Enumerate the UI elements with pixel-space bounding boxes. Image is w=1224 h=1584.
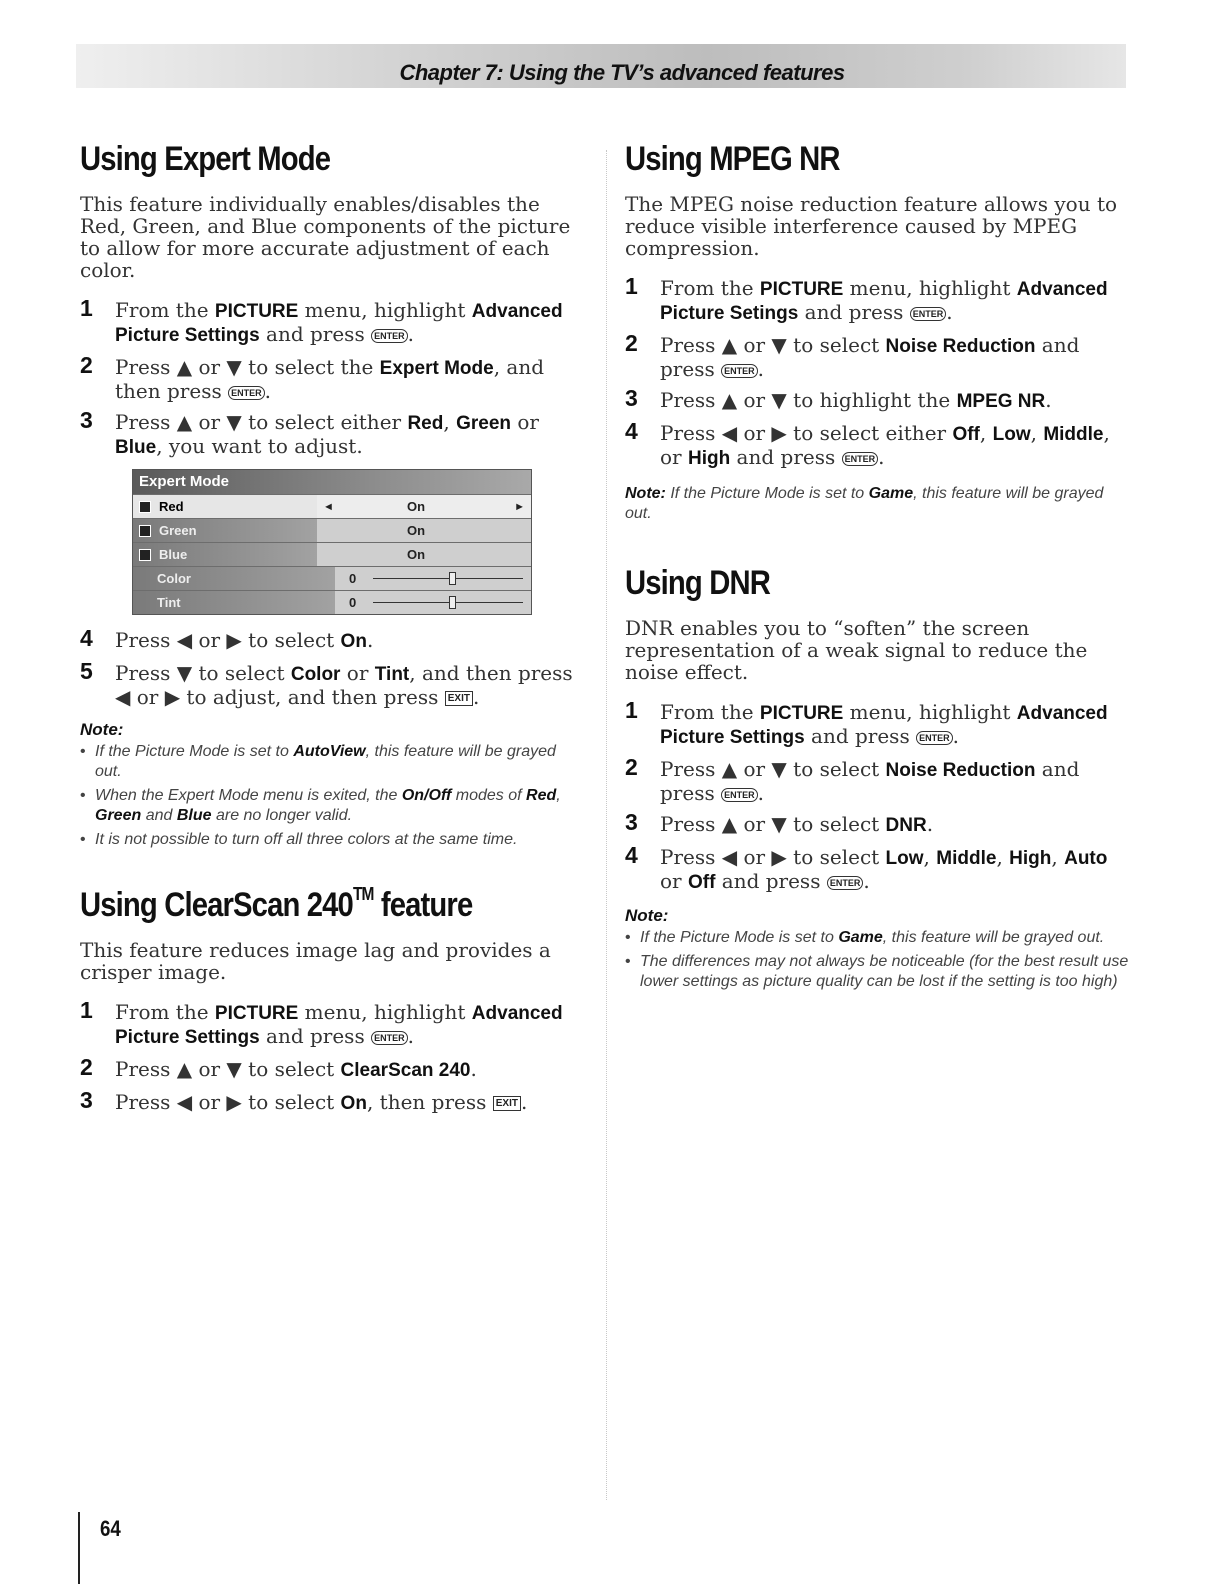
arrow-left-icon: ◄ — [323, 500, 334, 513]
expert-mode-steps — [80, 295, 585, 459]
dnr-steps — [625, 697, 1130, 894]
enter-button-icon: ENTER — [371, 1031, 408, 1045]
left-column — [80, 140, 585, 1124]
tint-slider[interactable] — [373, 602, 523, 603]
step: 3 Press ◀ or ▶ to select On, then press EXIT . — [80, 1087, 528, 1114]
step: 4 Press ◀ or ▶ to select Low, Middle, High, Auto or Off and press ENTER . — [625, 842, 1108, 893]
step: 2 Press ▲ or ▼ to select ClearScan 240. — [80, 1054, 477, 1081]
dnr-section — [625, 564, 1130, 992]
enter-button-icon: ENTER — [371, 329, 408, 343]
step: 2 Press ▲ or ▼ to select Noise Reduction and press ENTER . — [625, 754, 1080, 805]
clearscan-section — [80, 886, 585, 1115]
menu-title: Expert Mode — [133, 470, 531, 494]
step: 2 Press ▲ or ▼ to select the Expert Mode, and then press ENTER . — [80, 352, 545, 403]
note-item: • When the Expert Mode menu is exited, the On/Off modes of Red, Green and Blue are no longer valid. — [80, 786, 585, 826]
dnr-heading: Using DNR — [625, 564, 770, 602]
column-divider — [606, 150, 607, 1500]
enter-button-icon: ENTER — [842, 452, 879, 466]
page-number-rule — [78, 1512, 80, 1584]
exit-button-icon: EXIT — [445, 691, 473, 706]
note-item: • It is not possible to turn off all three colors at the same time. — [80, 830, 585, 850]
color-square-icon — [139, 525, 151, 537]
menu-row-red[interactable]: Red ◄ On ► — [133, 494, 531, 518]
step: 2 Press ▲ or ▼ to select Noise Reduction and press ENTER . — [625, 330, 1080, 381]
step: 1 From the PICTURE menu, highlight Advanced Picture Settings and press ENTER . — [80, 295, 563, 346]
expert-mode-section — [80, 140, 585, 850]
mpeg-section — [625, 140, 1130, 524]
step: 3 Press ▲ or ▼ to highlight the MPEG NR. — [625, 385, 1052, 412]
mpeg-steps — [625, 273, 1130, 470]
note-item: • If the Picture Mode is set to Game, this feature will be grayed out. — [625, 928, 1130, 948]
step: 5 Press ▼ to select Color or Tint, and then press ◀ or ▶ to adjust, and then press EXIT . — [80, 658, 573, 709]
slider-knob[interactable] — [449, 572, 456, 585]
menu-row-blue[interactable]: Blue On — [133, 542, 531, 566]
dnr-intro: DNR enables you to “soften” the screen representation of a weak signal to reduce the noise effect. — [625, 616, 1088, 684]
expert-mode-heading: Using Expert Mode — [80, 140, 331, 178]
color-square-icon — [139, 549, 151, 561]
step: 4 Press ◀ or ▶ to select On. — [80, 625, 374, 652]
step: 1 From the PICTURE menu, highlight Advanced Picture Settings and press ENTER . — [625, 697, 1108, 748]
expert-mode-menu — [132, 469, 532, 615]
page-number: 64 — [100, 1516, 121, 1541]
enter-button-icon: ENTER — [721, 788, 758, 802]
step: 1 From the PICTURE menu, highlight Advanced Picture Settings and press ENTER . — [80, 997, 563, 1048]
chapter-title: Chapter 7: Using the TV’s advanced features — [399, 60, 845, 85]
enter-button-icon: ENTER — [910, 307, 947, 321]
mpeg-heading: Using MPEG NR — [625, 140, 840, 178]
expert-mode-steps-cont — [80, 625, 585, 709]
note-label: Note: — [80, 720, 124, 739]
color-square-icon — [139, 501, 151, 513]
exit-button-icon: EXIT — [493, 1096, 521, 1111]
enter-button-icon: ENTER — [827, 876, 864, 890]
enter-button-icon: ENTER — [228, 386, 265, 400]
note-label: Note: — [625, 906, 669, 925]
menu-row-tint[interactable]: Tint 0 — [133, 590, 531, 614]
step: 1 From the PICTURE menu, highlight Advanced Picture Setings and press ENTER . — [625, 273, 1108, 324]
dnr-notes — [625, 928, 1130, 992]
enter-button-icon: ENTER — [916, 731, 953, 745]
expert-mode-intro: This feature individually enables/disables the Red, Green, and Blue components of the picture to allow for more accurate adjustment of each color. — [80, 192, 571, 282]
step: 4 Press ◀ or ▶ to select either Off, Low, Middle, or High and press ENTER . — [625, 418, 1110, 469]
arrow-right-icon: ► — [514, 500, 525, 513]
right-column — [625, 140, 1130, 996]
note-item: • The differences may not always be noticeable (for the best result use lower settings as picture quality can be lost if the setting is too high) — [625, 952, 1130, 992]
color-slider[interactable] — [373, 578, 523, 579]
clearscan-intro: This feature reduces image lag and provides a crisper image. — [80, 938, 551, 984]
mpeg-intro: The MPEG noise reduction feature allows you to reduce visible interference caused by MPEG compression. — [625, 192, 1118, 260]
step: 3 Press ▲ or ▼ to select either Red, Green or Blue, you want to adjust. — [80, 407, 539, 458]
mpeg-note: Note: If the Picture Mode is set to Game, this feature will be grayed out. — [625, 485, 1104, 522]
note-item: • If the Picture Mode is set to AutoView, this feature will be grayed out. — [80, 742, 585, 782]
menu-row-color[interactable]: Color 0 — [133, 566, 531, 590]
enter-button-icon: ENTER — [721, 364, 758, 378]
clearscan-steps — [80, 997, 585, 1115]
step: 3 Press ▲ or ▼ to select DNR. — [625, 809, 934, 836]
menu-row-green[interactable]: Green On — [133, 518, 531, 542]
expert-mode-notes — [80, 742, 585, 850]
clearscan-heading: Using ClearScan 240™ feature — [80, 884, 473, 924]
slider-knob[interactable] — [449, 596, 456, 609]
